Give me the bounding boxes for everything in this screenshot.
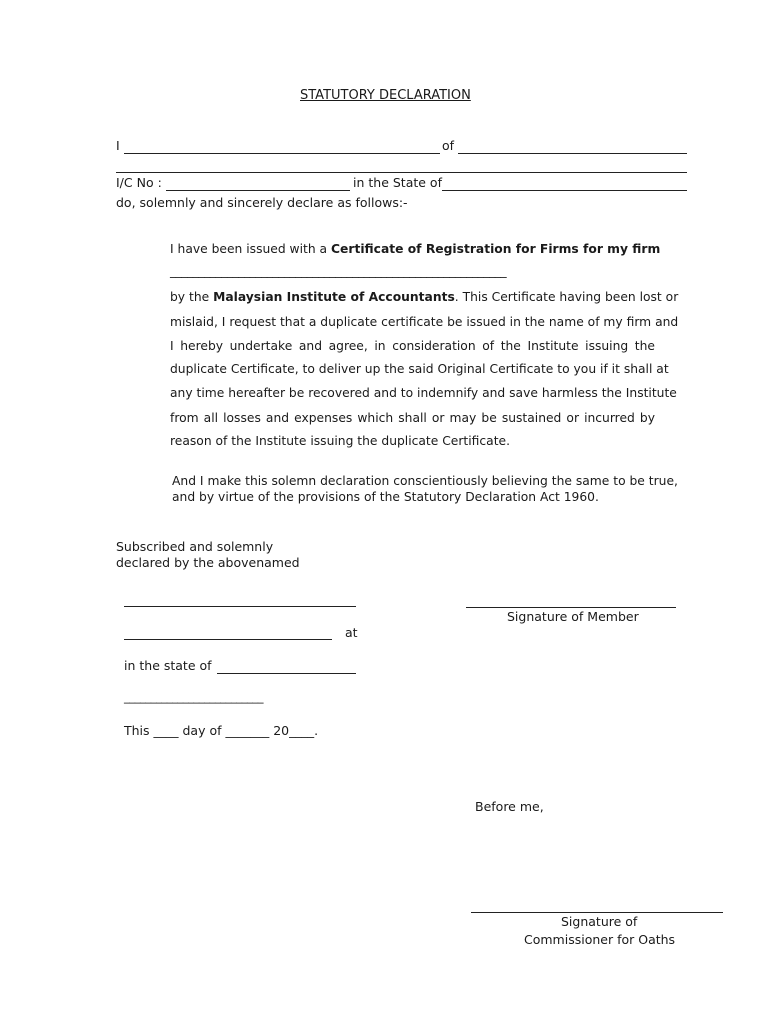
body-line-2 [170,290,679,304]
ic-field-line[interactable] [166,190,350,191]
declarant-name-line[interactable] [124,606,356,607]
certificate-name: Certificate of Registration for Firms for my firm [331,242,661,256]
state-label: in the State of [353,175,442,190]
address-field-line-2[interactable] [116,172,687,173]
state-label-2: in the state of [124,658,212,673]
page-title: STATUTORY DECLARATION [300,88,471,103]
solemn-line-1: And I make this solemn declaration conscientiously believing the same to be true, [172,474,678,488]
address-field-line-1[interactable] [458,153,687,154]
of-label: of [442,138,455,153]
commissioner-label-1: Signature of [561,914,638,929]
body-line-7: from all losses and expenses which shall or may be sustained or incurred by [170,411,655,425]
body-line-1-text: I have been issued with a [170,242,332,256]
state-field-line-2[interactable] [217,673,356,674]
body-line-8: reason of the Institute issuing the duplicate Certificate. [170,434,510,448]
body-line-1 [170,242,661,256]
name-field-line[interactable] [124,153,440,154]
subscribed-line-1: Subscribed and solemnly [116,539,274,554]
body-line-3: mislaid, I request that a duplicate certificate be issued in the name of my firm and [170,315,679,329]
body-line-6: any time hereafter be recovered and to indemnify and save harmless the Institute [170,386,677,400]
body-line-5: duplicate Certificate, to deliver up the said Original Certificate to you if it shall at [170,362,669,376]
commissioner-label-2: Commissioner for Oaths [524,932,676,947]
body-line-4: I hereby undertake and agree, in consideration of the Institute issuing the [170,339,655,353]
signature-member-label: Signature of Member [507,609,639,624]
i-label: I [116,138,120,153]
before-me-text: Before me, [475,799,544,814]
institute-name: Malaysian Institute of Accountants [213,290,455,304]
body-line-2-suffix: . This Certificate having been lost or [454,290,679,304]
at-label: at [345,625,358,640]
ic-label: I/C No : [116,175,162,190]
blank-line-short[interactable]: __________________________ [124,690,264,704]
declare-text: do, solemnly and sincerely declare as follows:- [116,195,408,210]
member-signature-line[interactable] [466,607,676,608]
subscribed-line-2: declared by the abovenamed [116,555,300,570]
date-line[interactable]: This ____ day of _______ 20____. [124,723,319,738]
body-line-2-text: by the [170,290,214,304]
firm-name-blank[interactable]: ___________________________________________________________ [170,264,507,278]
state-field-line[interactable] [442,190,687,191]
place-line[interactable] [124,639,332,640]
solemn-line-2: and by virtue of the provisions of the Statutory Declaration Act 1960. [172,490,599,504]
commissioner-signature-line[interactable] [471,912,723,913]
